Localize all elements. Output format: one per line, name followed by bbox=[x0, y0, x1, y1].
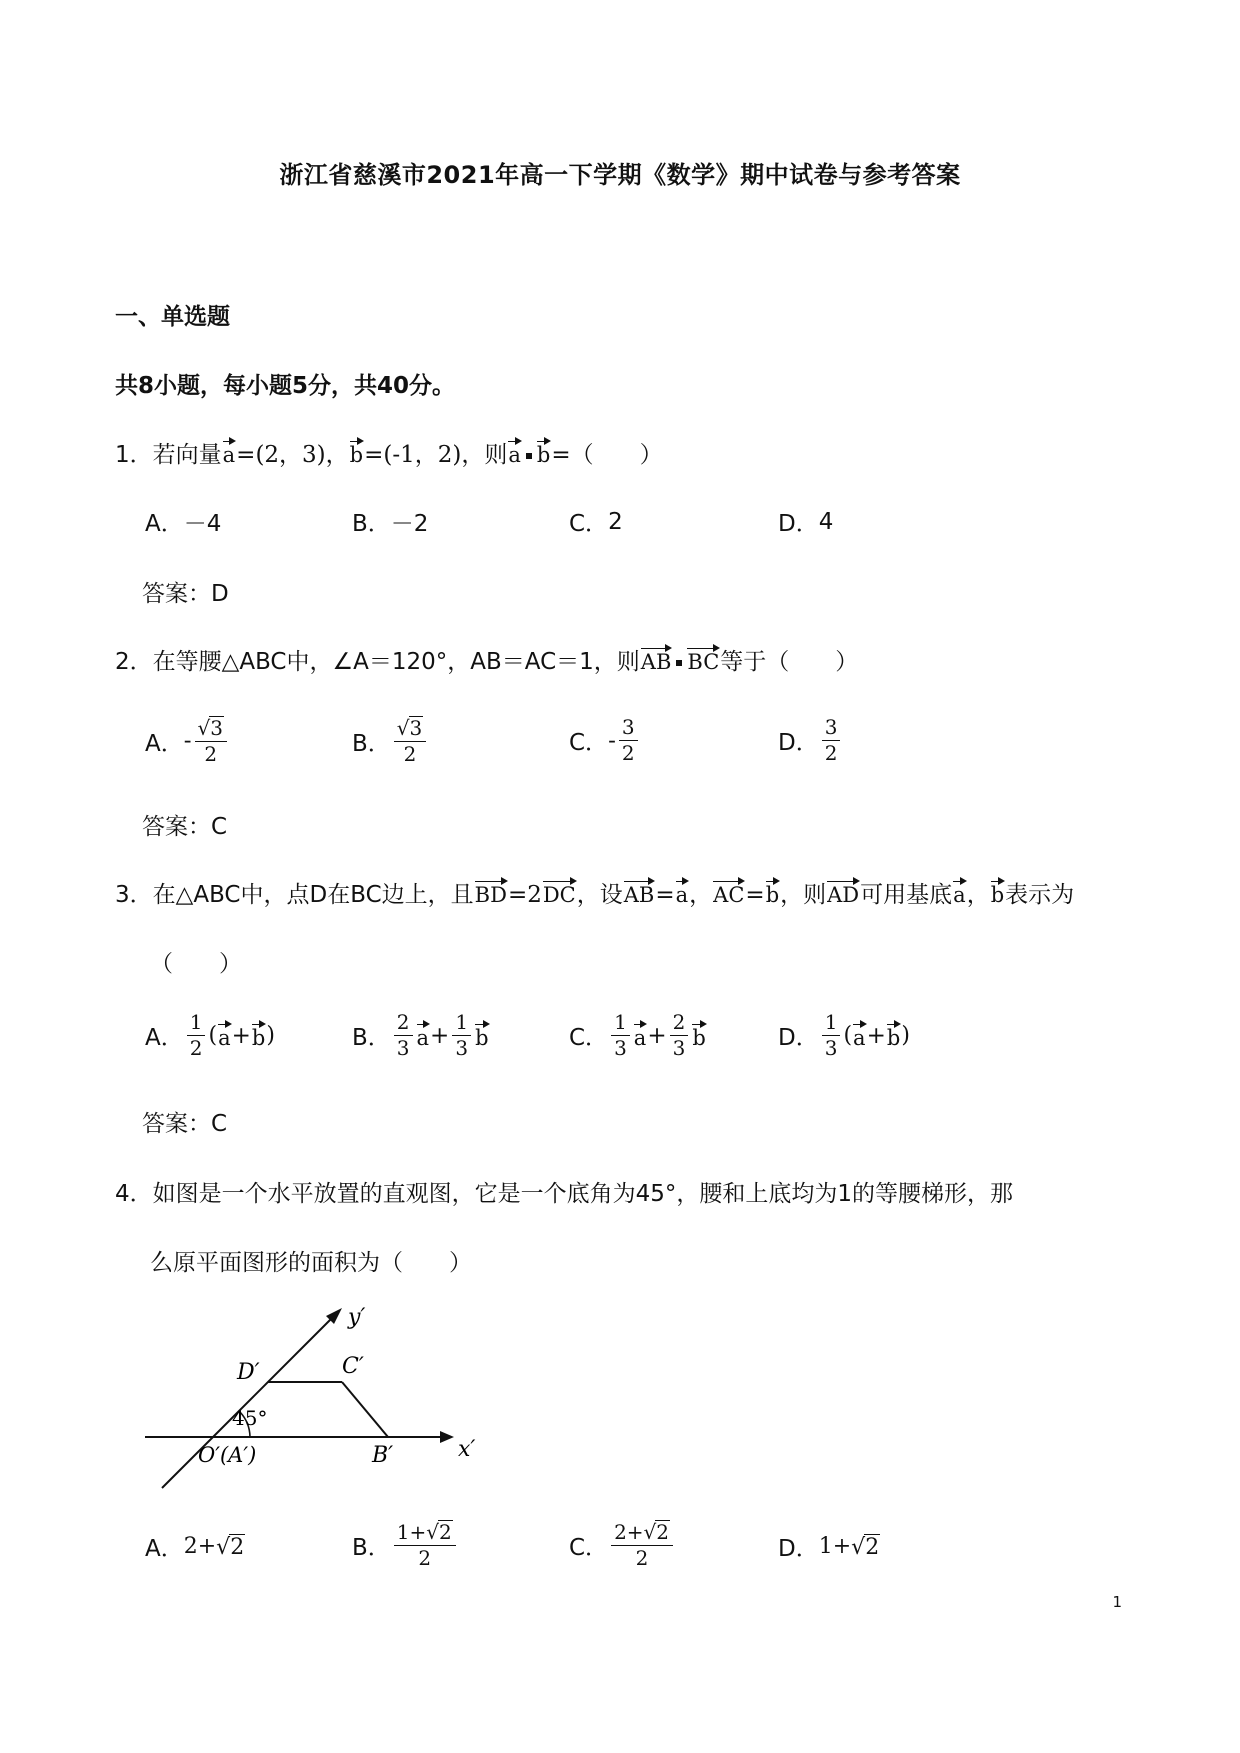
fraction: $\frac{3}{2}$ bbox=[822, 716, 841, 765]
question-1-answer: 答案：D bbox=[142, 581, 229, 607]
dot-product-symbol bbox=[676, 660, 682, 666]
point-b-label: B′ bbox=[372, 1443, 394, 1468]
fraction: √ 3 2 bbox=[195, 716, 227, 766]
trapezoid-figure bbox=[140, 1300, 480, 1500]
question-number: 4． bbox=[115, 1181, 153, 1207]
option-a[interactable]: A． - √ 3 2 bbox=[145, 716, 230, 766]
option-d[interactable]: D． $\frac{3}{2}$ bbox=[778, 716, 843, 765]
question-1-stem: 1．若向量a=(2，3)，b=(-1，2)，则a b=（ ） bbox=[115, 436, 663, 469]
option-d[interactable]: D． $\frac{1}{3}$ ( a + b ) bbox=[778, 1010, 910, 1060]
vector-ad: AD bbox=[827, 879, 859, 907]
page-number: 1 bbox=[1112, 1593, 1122, 1611]
question-1-options bbox=[0, 505, 1240, 541]
option-d[interactable]: D． 1+ √ 2 bbox=[778, 1534, 880, 1562]
x-axis-label: x′ bbox=[458, 1437, 476, 1462]
point-o-label: O′(A′) bbox=[198, 1443, 257, 1467]
point-c-label: C′ bbox=[342, 1354, 364, 1379]
question-4-stem-line2: 么原平面图形的面积为（ ） bbox=[150, 1250, 472, 1276]
vector-a: a bbox=[218, 1022, 231, 1050]
question-number: 3． bbox=[115, 882, 153, 908]
point-d-label: D′ bbox=[237, 1360, 260, 1385]
vector-b: b bbox=[475, 1022, 488, 1050]
vector-b: b bbox=[350, 439, 363, 467]
vector-b: b bbox=[692, 1022, 705, 1050]
option-a[interactable]: A． 2+ √ 2 bbox=[145, 1534, 245, 1562]
vector-ac: AC bbox=[713, 879, 744, 907]
question-4-options bbox=[0, 1520, 1240, 1582]
vector-bc: BC bbox=[687, 646, 719, 674]
vector-ab: AB bbox=[624, 879, 655, 907]
option-c[interactable]: C． 2+ √ 2 2 bbox=[569, 1520, 676, 1570]
question-number: 1． bbox=[115, 442, 153, 468]
vector-b: b bbox=[252, 1022, 265, 1050]
vector-b: b bbox=[537, 439, 550, 467]
vector-b: b bbox=[766, 879, 779, 907]
page-title: 浙江省慈溪市2021年高一下学期《数学》期中试卷与参考答案 bbox=[279, 161, 961, 189]
vector-a: a bbox=[953, 879, 966, 907]
vector-bd: BD bbox=[475, 879, 507, 907]
x-axis-arrow bbox=[440, 1431, 454, 1443]
question-2-options bbox=[0, 708, 1240, 768]
question-3-stem: 3．在△ABC中，点D在BC边上，且BD=2DC，设AB=a，AC=b，则AD可用基底a，b表示为 bbox=[115, 876, 1074, 909]
fraction: √ 3 2 bbox=[394, 716, 426, 766]
vector-a: a bbox=[853, 1022, 866, 1050]
vector-a: a bbox=[223, 439, 236, 467]
question-3-options bbox=[0, 1005, 1240, 1065]
option-c[interactable]: C． $\frac{1}{3}$ a + $\frac{2}{3}$ b bbox=[569, 1010, 706, 1060]
angle-label: 45° bbox=[232, 1406, 268, 1430]
option-c[interactable]: C． 2 bbox=[569, 508, 623, 537]
question-3-paren: （ ） bbox=[150, 951, 242, 977]
question-2-answer: 答案：C bbox=[142, 814, 228, 840]
vector-a: a bbox=[676, 879, 689, 907]
section-heading: 一、单选题 bbox=[115, 304, 230, 330]
option-c[interactable]: C． - $\frac{3}{2}$ bbox=[569, 716, 641, 765]
option-b[interactable]: B． √ 3 2 bbox=[352, 716, 429, 766]
option-b[interactable]: B． 1+ √ 2 2 bbox=[352, 1520, 459, 1570]
option-a[interactable]: A． $\frac{1}{2}$ ( a + b ) bbox=[145, 1010, 275, 1060]
question-3-answer: 答案：C bbox=[142, 1111, 228, 1137]
vector-dc: DC bbox=[543, 879, 576, 907]
vector-b: b bbox=[991, 879, 1004, 907]
y-axis-label: y′ bbox=[348, 1305, 366, 1330]
vector-a: a bbox=[634, 1022, 647, 1050]
vector-a: a bbox=[508, 439, 521, 467]
section-intro: 共8小题，每小题5分，共40分。 bbox=[115, 373, 456, 399]
vector-ab: AB bbox=[641, 646, 672, 674]
trapezoid-leg bbox=[342, 1382, 388, 1437]
option-d[interactable]: D． 4 bbox=[778, 508, 834, 537]
dot-product-symbol bbox=[526, 453, 532, 459]
vector-b: b bbox=[887, 1022, 900, 1050]
vector-a: a bbox=[417, 1022, 430, 1050]
fraction: $\frac{3}{2}$ bbox=[619, 716, 638, 765]
question-2-stem: 2．在等腰△ABC中，∠A＝120°，AB＝AC＝1，则AB BC等于（ ） bbox=[115, 643, 858, 676]
option-b[interactable]: B． －2 bbox=[352, 511, 429, 537]
question-number: 2． bbox=[115, 649, 153, 675]
option-a[interactable]: A． －4 bbox=[145, 511, 222, 537]
question-4-stem: 4．如图是一个水平放置的直观图，它是一个底角为45°，腰和上底均为1的等腰梯形，那 bbox=[115, 1181, 1014, 1207]
option-b[interactable]: B． $\frac{2}{3}$ a + $\frac{1}{3}$ b bbox=[352, 1010, 489, 1060]
